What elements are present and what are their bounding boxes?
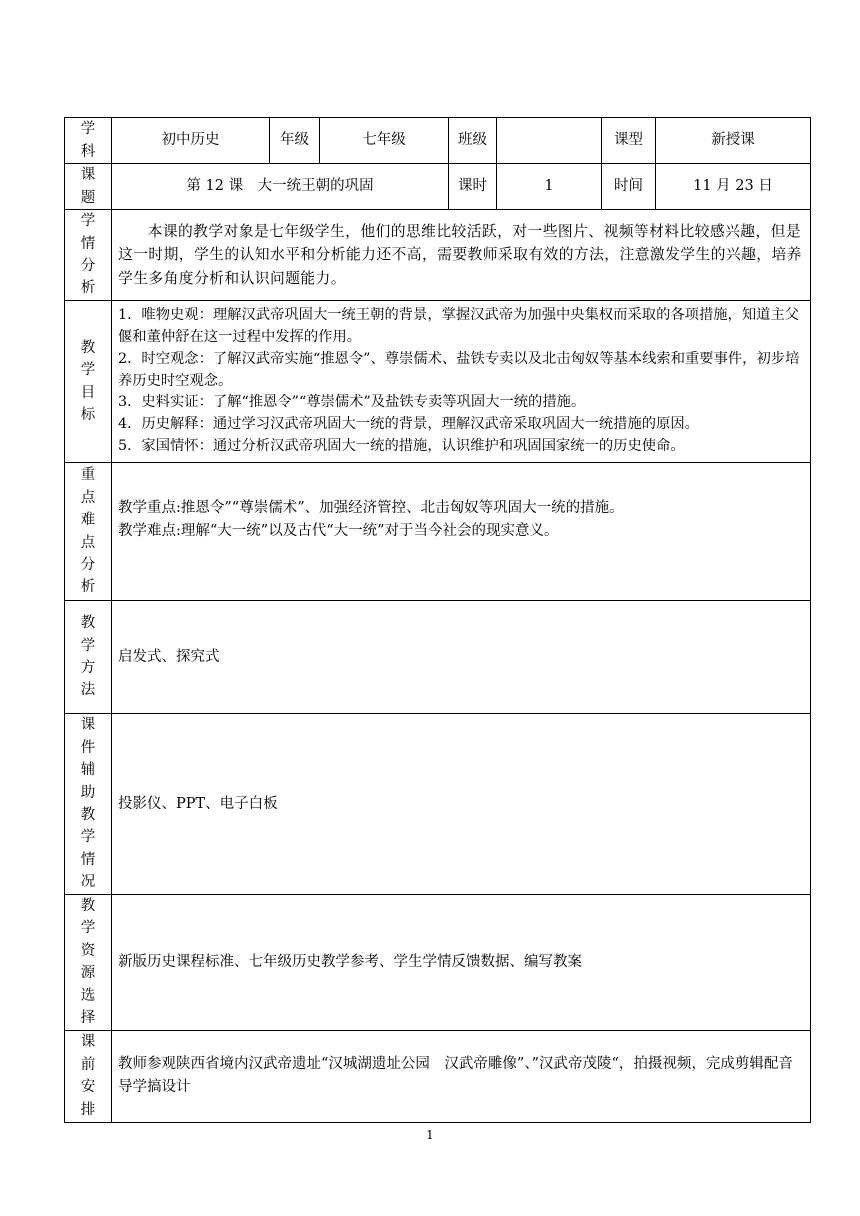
hours-value: 1 (497, 164, 602, 210)
methods-row (65, 601, 811, 714)
objectives-list (112, 301, 811, 463)
preparation-row (65, 1030, 811, 1122)
resources-row (65, 895, 811, 1031)
aids-label: 课 件 辅 助 教 学 情 况 (65, 714, 112, 895)
time-label: 时间 (602, 164, 656, 210)
header-row (65, 118, 811, 164)
type-label: 课型 (602, 118, 656, 164)
topic-label: 课 题 (65, 164, 112, 210)
objectives-row (65, 301, 811, 463)
difficult-point-line: 教学难点:理解“大一统”以及古代“大一统”对于当今社会的现实意义。 (118, 523, 559, 540)
objectives-label: 教 学 目 标 (65, 301, 112, 463)
learning-analysis-row (65, 210, 811, 301)
objective-item: 4．历史解释：通过学习汉武帝巩固大一统的背景，理解汉武帝采取巩固大一统措施的原因。 (118, 416, 699, 433)
objective-item: 2．时空观念：了解汉武帝实施“推恩令”、尊崇儒术、盐铁专卖以及北击匈奴等基本线索和重要事件，初步培养历史时空观念。 (118, 350, 800, 389)
methods-label: 教 学 方 法 (65, 601, 112, 714)
page-number: 1 (426, 1128, 434, 1142)
preparation-text: 教师参观陕西省境内汉武帝遗址“汉城湖遗址公园 汉武帝雕像”、”汉武帝茂陵“，拍摄视频，完成剪辑配音 导学搞设计 (112, 1030, 811, 1122)
resources-text: 新版历史课程标准、七年级历史教学参考、学生学情反馈数据、编写教案 (112, 895, 811, 1031)
key-points-label: 重 点 难 点 分 析 (65, 463, 112, 601)
aids-row (65, 714, 811, 895)
preparation-label: 课 前 安 排 (65, 1030, 112, 1122)
subject-label: 学 科 (65, 118, 112, 164)
class-label: 班级 (449, 118, 497, 164)
hours-label: 课时 (449, 164, 497, 210)
key-points-text (112, 463, 811, 601)
class-value (497, 118, 602, 164)
subject-value: 初中历史 (112, 118, 270, 164)
key-points-row (65, 463, 811, 601)
time-value: 11 月 23 日 (656, 164, 811, 210)
learning-analysis-label: 学 情 分 析 (65, 210, 112, 301)
objective-item: 3．史料实证：了解“推恩令”“尊崇儒术”及盐铁专卖等巩固大一统的措施。 (118, 394, 586, 411)
topic-value: 第 12 课 大一统王朝的巩固 (112, 164, 449, 210)
aids-text: 投影仪、PPT、电子白板 (112, 714, 811, 895)
objective-item: 1．唯物史观：理解汉武帝巩固大一统王朝的背景，掌握汉武帝为加强中央集权而采取的各项措施，知道主父偃和董仲舒在这一过程中发挥的作用。 (118, 307, 800, 346)
lesson-plan-table (64, 117, 822, 1123)
resources-label: 教 学 资 源 选 择 (65, 895, 112, 1031)
type-value: 新授课 (656, 118, 811, 164)
topic-row (65, 164, 811, 210)
objective-item: 5．家国情怀：通过分析汉武帝巩固大一统的措施，认识维护和巩固国家统一的历史使命。 (118, 437, 685, 454)
methods-text: 启发式、探究式 (112, 601, 811, 714)
grade-value: 七年级 (320, 118, 449, 164)
grade-label: 年级 (270, 118, 320, 164)
learning-analysis-text: 本课的教学对象是七年级学生，他们的思维比较活跃，对一些图片、视频等材料比较感兴趣，但是这一时期，学生的认知水平和分析能力还不高，需要教师采取有效的方法，注意激发学生的兴趣，培养学生多角度分析和认识问题能力。 (112, 210, 811, 301)
key-point-line: 教学重点:推恩令”“尊崇儒术”、加强经济管控、北击匈奴等巩固大一统的措施。 (118, 500, 624, 516)
